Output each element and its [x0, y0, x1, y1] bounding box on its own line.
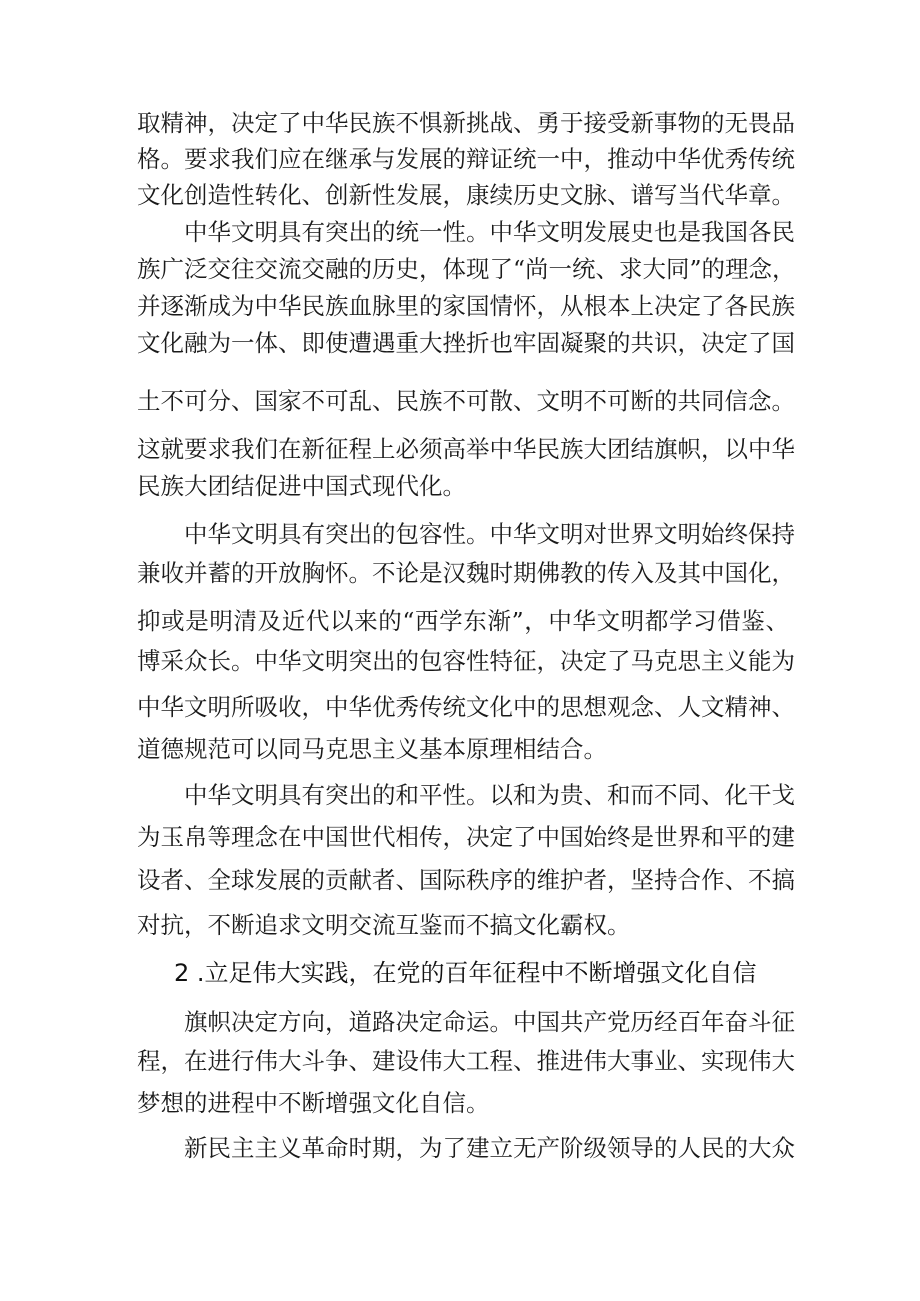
paragraph-line: 文化融为一体、即使遭遇重大挫折也牢固凝聚的共识，决定了国	[137, 329, 795, 357]
paragraph-line: 文化创造性转化、创新性发展，康续历史文脉、谱写当代华章。	[137, 181, 795, 209]
paragraph-line: 土不可分、国家不可乱、民族不可散、文明不可断的共同信念。	[137, 387, 795, 415]
paragraph-line: 中华文明具有突出的和平性。以和为贵、和而不同、化干戈	[184, 781, 795, 809]
paragraph-line: 设者、全球发展的贡献者、国际秩序的维护者，坚持合作、不搞	[137, 866, 795, 894]
paragraph-line: 梦想的进程中不断增强文化自信。	[137, 1089, 490, 1117]
paragraph-line: 抑或是明清及近代以来的“西学东渐”，中华文明都学习借鉴、	[137, 607, 789, 635]
paragraph-line: 道德规范可以同马克思主义基本原理相结合。	[137, 735, 607, 763]
paragraph-line: 程，在进行伟大斗争、建设伟大工程、推进伟大事业、实现伟大	[137, 1047, 795, 1075]
paragraph-line: 中华文明所吸收，中华优秀传统文化中的思想观念、人文精神、	[137, 693, 795, 721]
paragraph-line: 民族大团结促进中国式现代化。	[137, 472, 466, 500]
paragraph-line: 中华文明具有突出的包容性。中华文明对世界文明始终保持	[184, 520, 795, 548]
section-heading: 2 .立足伟大实践，在党的百年征程中不断增强文化自信	[174, 959, 757, 987]
paragraph-line: 博采众长。中华文明突出的包容性特征，决定了马克思主义能为	[137, 647, 795, 675]
paragraph-line: 族广泛交往交流交融的历史，体现了“尚一统、求大同”的理念，	[137, 255, 796, 283]
paragraph-line: 格。要求我们应在继承与发展的辩证统一中，推动中华优秀传统	[137, 145, 795, 173]
paragraph-line: 这就要求我们在新征程上必须高举中华民族大团结旗帜，以中华	[137, 435, 795, 463]
paragraph-line: 为玉帛等理念在中国世代相传，决定了中国始终是世界和平的建	[137, 823, 795, 851]
paragraph-line: 取精神，决定了中华民族不惧新挑战、勇于接受新事物的无畏品	[137, 109, 795, 137]
paragraph-line: 并逐渐成为中华民族血脉里的家国情怀，从根本上决定了各民族	[137, 292, 795, 320]
paragraph-line: 中华文明具有突出的统一性。中华文明发展史也是我国各民	[184, 218, 795, 246]
paragraph-line: 新民主主义革命时期，为了建立无产阶级领导的人民的大众	[184, 1134, 795, 1162]
paragraph-line: 兼收并蓄的开放胸怀。不论是汉魏时期佛教的传入及其中国化，	[137, 559, 795, 587]
paragraph-line: 对抗，不断追求文明交流互鉴而不搞文化霸权。	[137, 911, 631, 939]
paragraph-line: 旗帜决定方向，道路决定命运。中国共产党历经百年奋斗征	[184, 1008, 795, 1036]
